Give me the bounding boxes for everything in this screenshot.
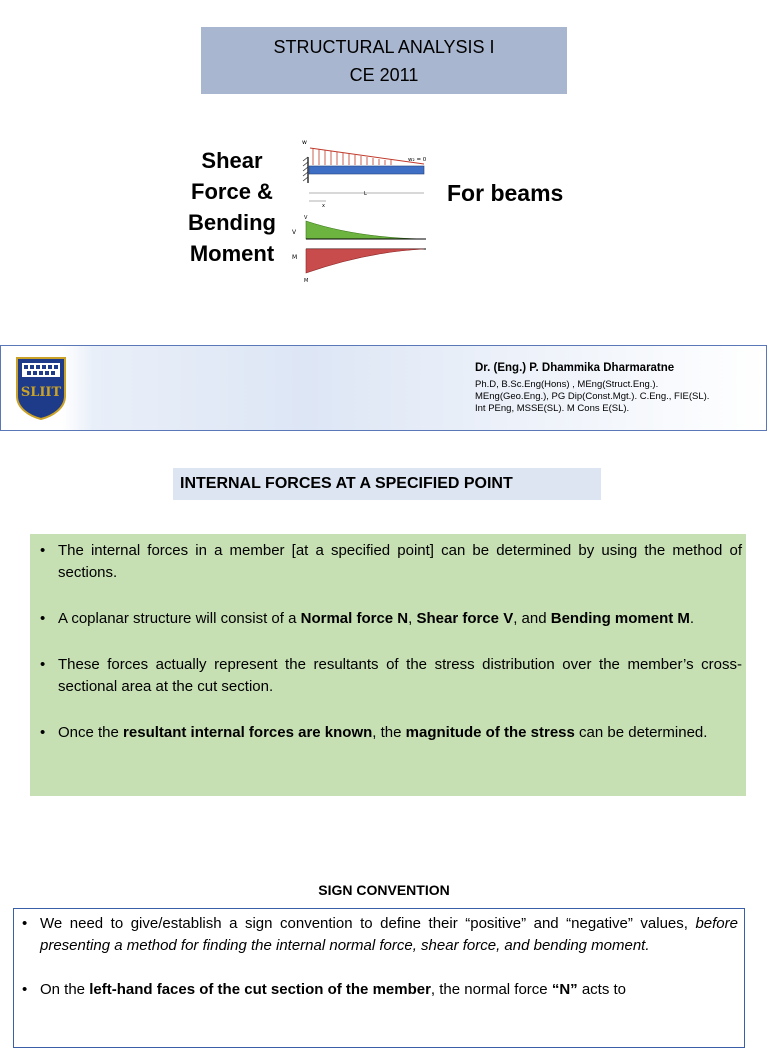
section-heading: INTERNAL FORCES AT A SPECIFIED POINT xyxy=(173,468,601,500)
course-code: CE 2011 xyxy=(349,65,419,85)
qual-line-3: Int PEng, MSSE(SL). M Cons E(SL). xyxy=(475,403,630,414)
qual-line-1: Ph.D, B.Sc.Eng(Hons) , MEng(Struct.Eng.). xyxy=(475,379,659,390)
title-box xyxy=(201,27,567,94)
label-mmax: M xyxy=(304,278,309,284)
author-band xyxy=(0,345,767,431)
author-name: Dr. (Eng.) P. Dhammika Dharmaratne xyxy=(475,362,675,374)
internal-forces-box xyxy=(30,534,746,796)
label-length: L xyxy=(364,191,367,197)
qual-line-2: MEng(Geo.Eng.), PG Dip(Const.Mgt.). C.Eng., FIE(SL). xyxy=(475,391,710,402)
load-arrows xyxy=(313,148,391,165)
label-x: x xyxy=(322,203,325,209)
cover-line-4: Moment xyxy=(189,241,275,266)
cover-subtitle: For beams xyxy=(447,180,564,206)
beam xyxy=(309,166,424,174)
label-w2: w₂ = 0 xyxy=(408,157,427,163)
shear-area xyxy=(306,221,424,239)
cover-line-1: Shear xyxy=(201,148,263,173)
author-qualifications xyxy=(475,379,765,415)
label-m: M xyxy=(292,254,298,261)
moment-area xyxy=(306,249,424,273)
bullet-left-hand-faces: • On the left-hand faces of the cut section of the member, the normal force “N” acts to xyxy=(20,979,738,1001)
beam-diagram xyxy=(286,135,430,285)
university-logo xyxy=(15,356,67,420)
cover-line-3: Bending xyxy=(188,210,276,235)
course-title: STRUCTURAL ANALYSIS I xyxy=(273,37,495,57)
label-v: V xyxy=(292,229,297,236)
sign-convention-heading: SIGN CONVENTION xyxy=(318,882,450,898)
label-vmax: V xyxy=(304,215,308,221)
bullet-stress-magnitude: • Once the resultant internal forces are known, the magnitude of the stress can be determined. xyxy=(38,722,742,744)
logo-text: SLIIT xyxy=(20,385,62,400)
label-w1: w xyxy=(302,139,307,146)
bullet-method-of-sections: • The internal forces in a member [at a specified point] can be determined by using the method of sections. xyxy=(38,540,742,584)
bullet-resultants: • These forces actually represent the resultants of the stress distribution over the member’s cross-sectional area at the cut section. xyxy=(38,654,742,698)
bullet-coplanar-forces: • A coplanar structure will consist of a Normal force N, Shear force V, and Bending moment M. xyxy=(38,608,742,630)
cover-line-2: Force & xyxy=(191,179,273,204)
bullet-sign-definition: • We need to give/establish a sign convention to define their “positive” and “negative” values, before presenting a method for finding the internal normal force, shear force, and bending moment. xyxy=(20,913,738,957)
cover-topic xyxy=(178,145,286,269)
sign-convention-box xyxy=(13,908,745,1048)
